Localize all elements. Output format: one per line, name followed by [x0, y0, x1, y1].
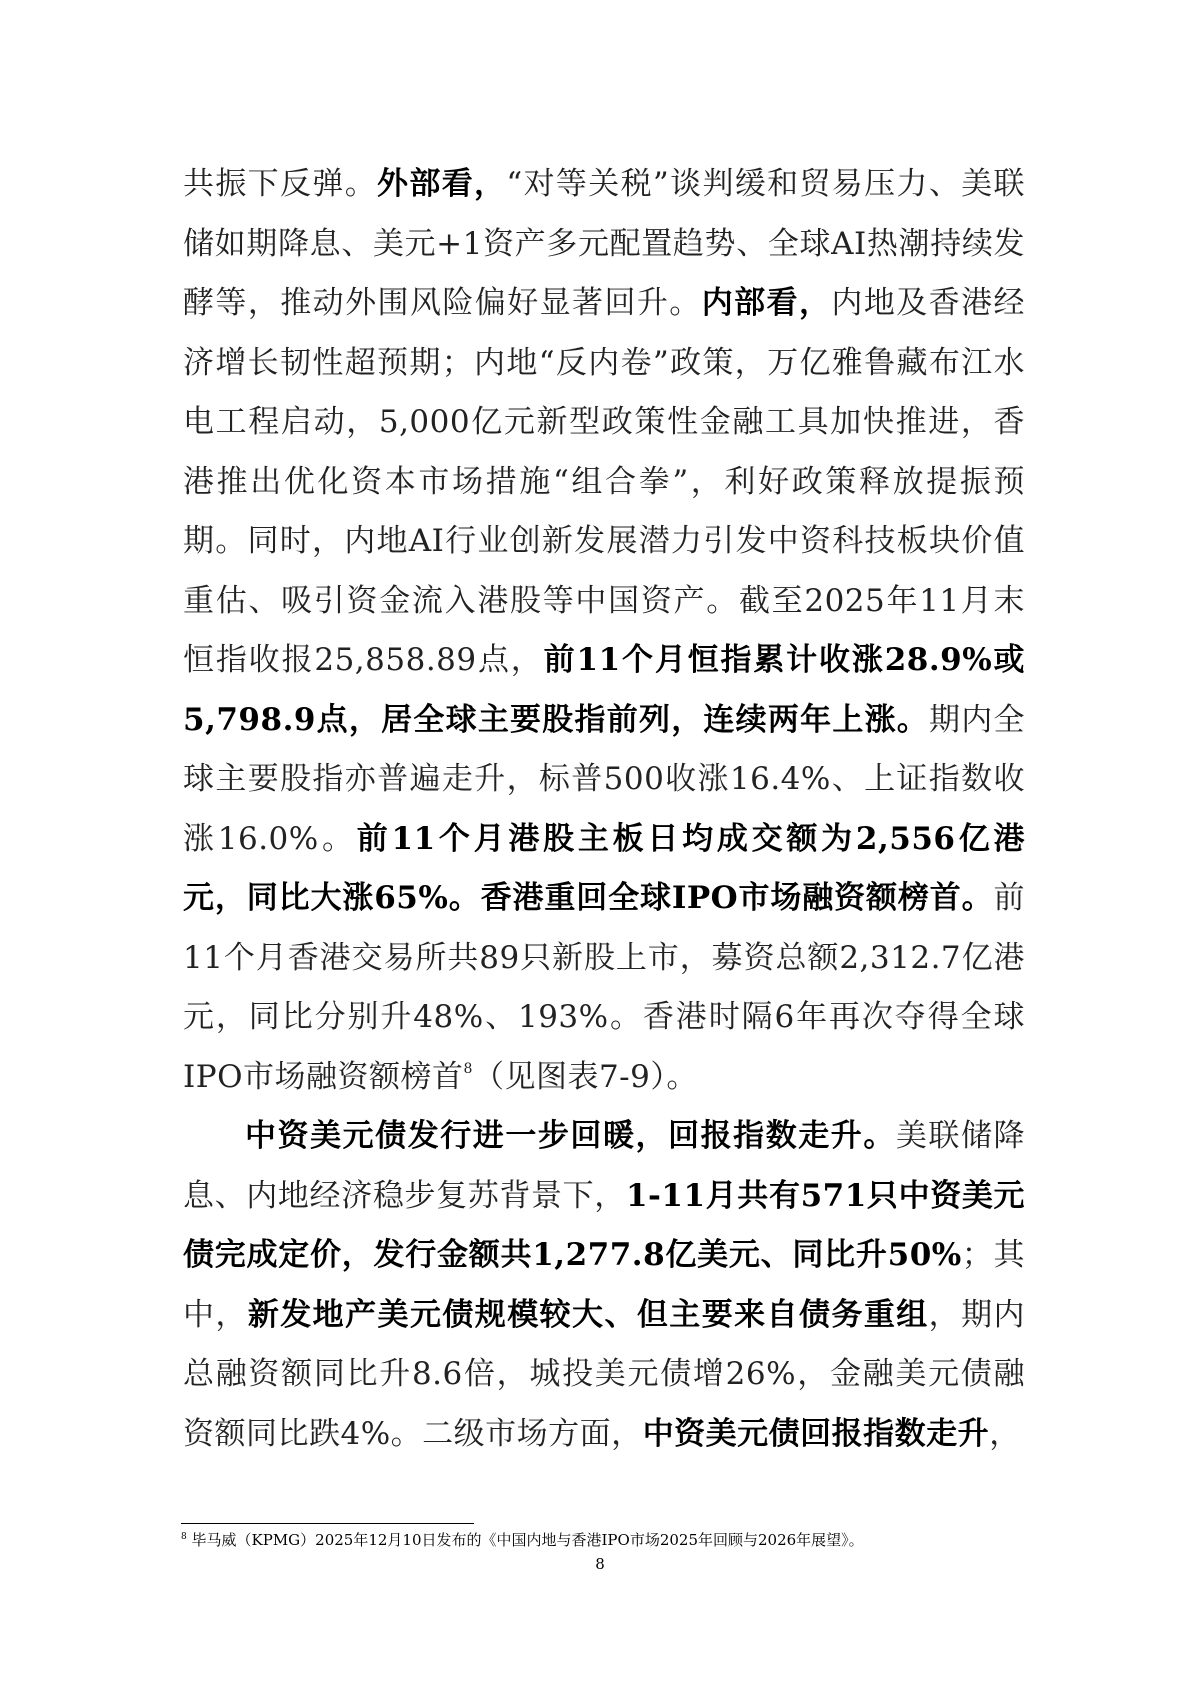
bold-heading-internal: 内部看，	[701, 285, 832, 321]
text-run: ，	[989, 1415, 1021, 1452]
footnote-text: 毕马威（KPMG）2025年12月10日发布的《中国内地与香港IPO市场2025年回顾与2026年展望》。	[191, 1531, 864, 1549]
text-run: 内地及香港经济增长韧性超预期；内地“反内卷”政策，万亿雅鲁藏布江水电工程启动，5,000亿元新型政策性金融工具加快推进，香港推出优化资本市场措施“组合拳”，利好政策释放提振预期。同时，内地AI行业创新发展潜力引发中资科技板块价值重估、吸引资金流入港股等中国资产。截至2025年11月末恒指收报25,858.89点，	[183, 285, 1026, 678]
text-run: 前11个月香港交易所共89只新股上市，募资总额2,312.7亿港元，同比分别升48%、193%。香港时隔6年再次夺得全球IPO市场融资额榜首	[183, 880, 1025, 1095]
text-run: 期内全球主要股指亦普遍走升，标普500收涨16.4%、上证指数收涨16.0%。	[183, 701, 1026, 857]
text-run: 共振下反弹。	[183, 166, 378, 202]
footnote-divider	[181, 1523, 474, 1524]
bold-key-finding-property: 新发地产美元债规模较大、但主要来自债务重组	[247, 1296, 929, 1333]
text-run: （见图表7-9）。	[472, 1058, 698, 1095]
footnote-reference[interactable]: 8	[463, 1060, 473, 1077]
text-run: ，期内总融资额同比升8.6倍，城投美元债增26%，金融美元债融资额同比跌4%。二级市场方面，	[183, 1296, 1026, 1452]
text-run: “对等关税”谈判缓和贸易压力、美联储如期降息、美元+1资产多元配置趋势、全球AI热潮持续发酵等，推动外围风险偏好显著回升。	[183, 166, 1025, 321]
paragraph-usd-bonds	[183, 1107, 1025, 1464]
bold-key-finding-return-index: 中资美元债回报指数走升	[642, 1415, 990, 1452]
bold-heading-external: 外部看，	[377, 166, 507, 202]
body-text	[183, 155, 1025, 1464]
footnote	[181, 1530, 1041, 1550]
bold-paragraph-lead: 中资美元债发行进一步回暖，回报指数走升。	[245, 1118, 896, 1154]
bold-key-finding-issuance: 1-11月共有571只中资美元债完成定价，发行金额共1,277.8亿美元、同比升50%	[183, 1177, 1025, 1273]
text-run: ；其中，	[183, 1237, 1025, 1333]
page-number: 8	[595, 1555, 605, 1573]
bold-key-finding-turnover-ipo: 前11个月港股主板日均成交额为2,556亿港元，同比大涨65%。香港重回全球IPO市场融资额榜首。	[183, 820, 1025, 916]
bold-key-finding-hsi: 前11个月恒指累计收涨28.9%或5,798.9点，居全球主要股指前列，连续两年上涨。	[183, 642, 1025, 738]
text-run: 美联储降息、内地经济稳步复苏背景下，	[183, 1118, 1026, 1214]
paragraph-hk-equity	[183, 155, 1025, 1107]
footnote-marker: 8	[181, 1532, 187, 1542]
